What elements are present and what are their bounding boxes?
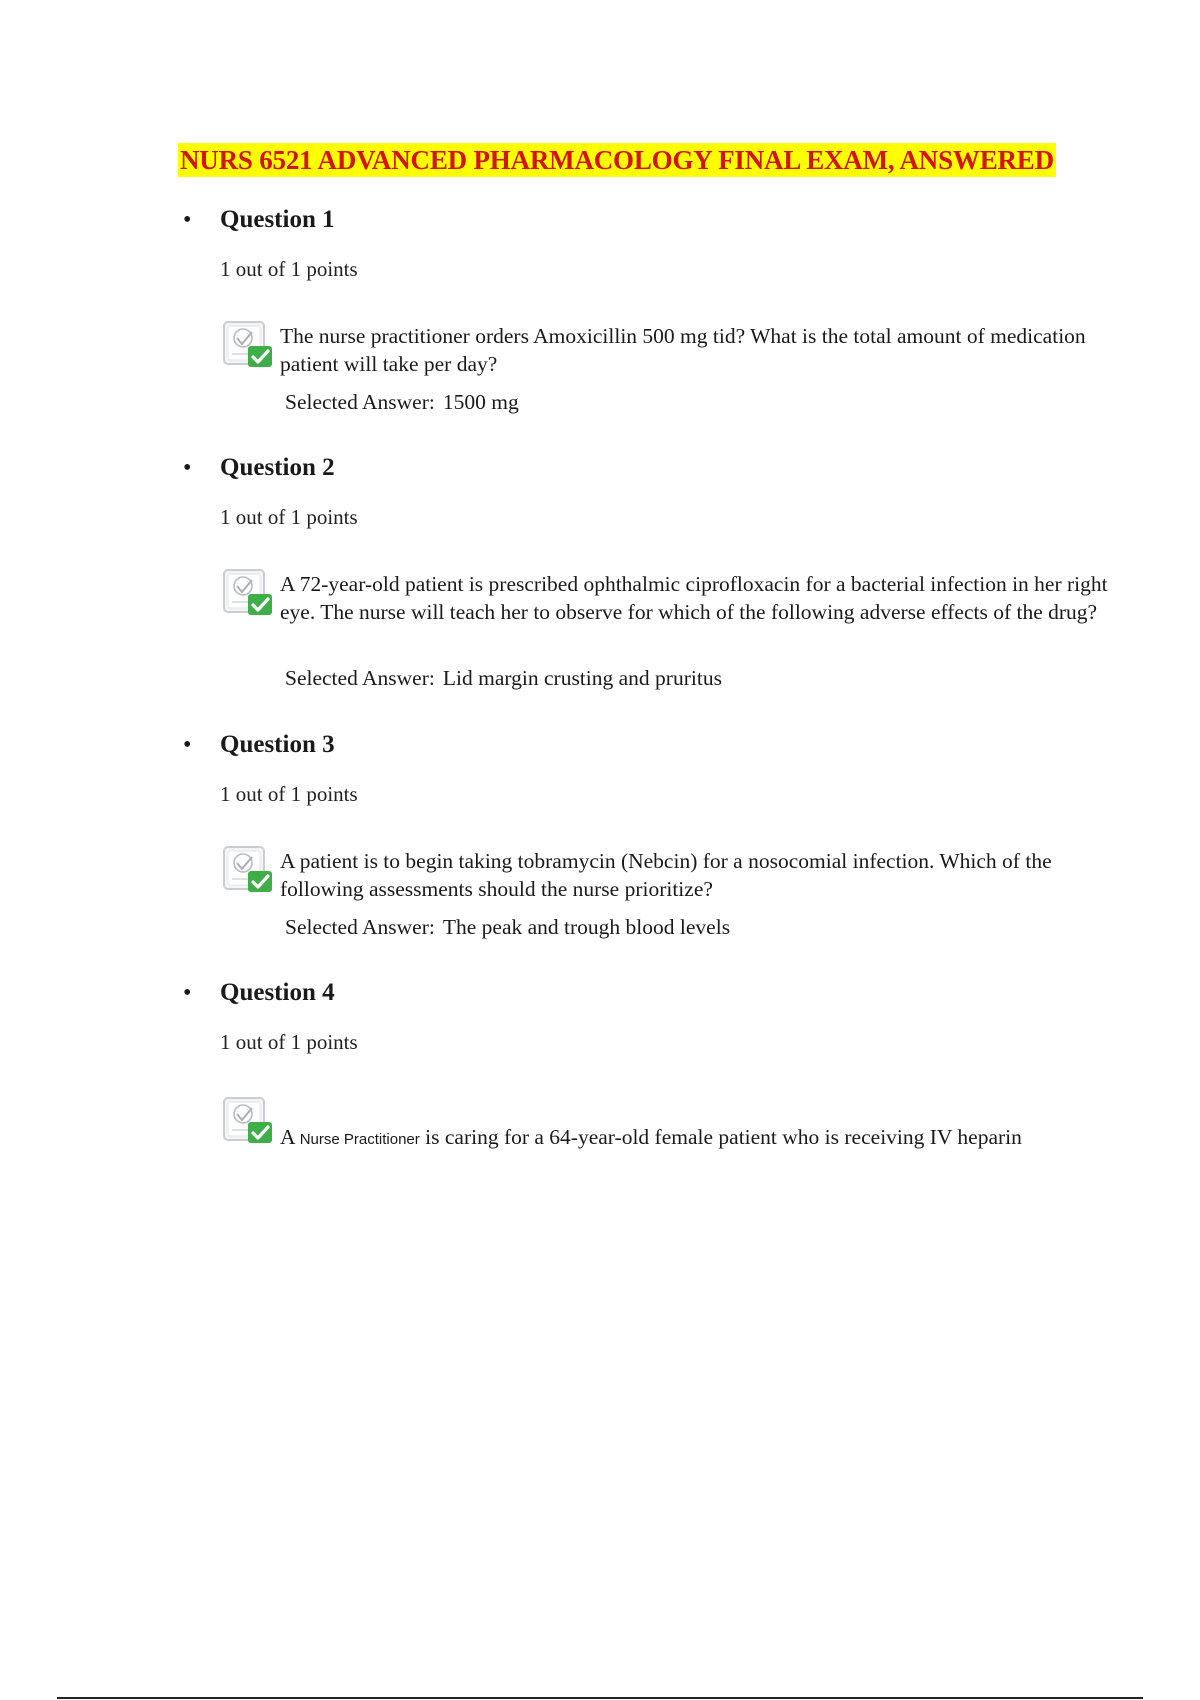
- selected-answer-label: Selected Answer:: [285, 390, 435, 414]
- question-text-start: A: [280, 1125, 295, 1149]
- question-heading: Question 4: [220, 979, 335, 1006]
- question-text: A patient is to begin taking tobramycin (Nebcin) for a nosocomial infection. Which of the following assessments should the nurse prioritize?: [280, 849, 1052, 901]
- bullet-icon: •: [183, 732, 192, 758]
- graded-correct-check-icon: [222, 845, 274, 895]
- graded-correct-check-icon: [222, 320, 274, 370]
- question-text: [280, 1123, 1130, 1154]
- question-text: A 72-year-old patient is prescribed ophthalmic ciprofloxacin for a bacterial infection in her right eye. The nurse will teach her to observe for which of the following adverse effects of the drug?: [280, 572, 1108, 624]
- bullet-icon: •: [183, 207, 192, 233]
- selected-answer-value: The peak and trough blood levels: [442, 915, 731, 939]
- question-points: 1 out of 1 points: [220, 1030, 358, 1054]
- bullet-icon: •: [183, 455, 192, 481]
- graded-correct-check-icon: [222, 568, 274, 618]
- question-points: 1 out of 1 points: [220, 257, 358, 281]
- selected-answer-value: 1500 mg: [442, 390, 519, 414]
- selected-answer: [285, 913, 730, 941]
- question-text-small: Nurse Practitioner: [299, 1131, 420, 1148]
- selected-answer: [285, 388, 519, 416]
- page-title: NURS 6521 ADVANCED PHARMACOLOGY FINAL EXAM, ANSWERED: [180, 145, 1054, 175]
- question-text: The nurse practitioner orders Amoxicillin 500 mg tid? What is the total amount of medication patient will take per day?: [280, 324, 1086, 376]
- selected-answer: [285, 664, 722, 692]
- selected-answer-label: Selected Answer:: [285, 666, 435, 690]
- question-text-end: is caring for a 64-year-old female patient who is receiving IV heparin: [425, 1125, 1022, 1149]
- graded-correct-check-icon: [222, 1096, 274, 1146]
- selected-answer-label: Selected Answer:: [285, 915, 435, 939]
- question-points: 1 out of 1 points: [220, 505, 358, 529]
- question-heading: Question 2: [220, 454, 335, 481]
- bullet-icon: •: [183, 980, 192, 1006]
- selected-answer-value: Lid margin crusting and pruritus: [442, 666, 722, 690]
- footer-divider: [57, 1697, 1143, 1699]
- question-heading: Question 1: [220, 206, 335, 233]
- question-points: 1 out of 1 points: [220, 782, 358, 806]
- question-heading: Question 3: [220, 731, 335, 758]
